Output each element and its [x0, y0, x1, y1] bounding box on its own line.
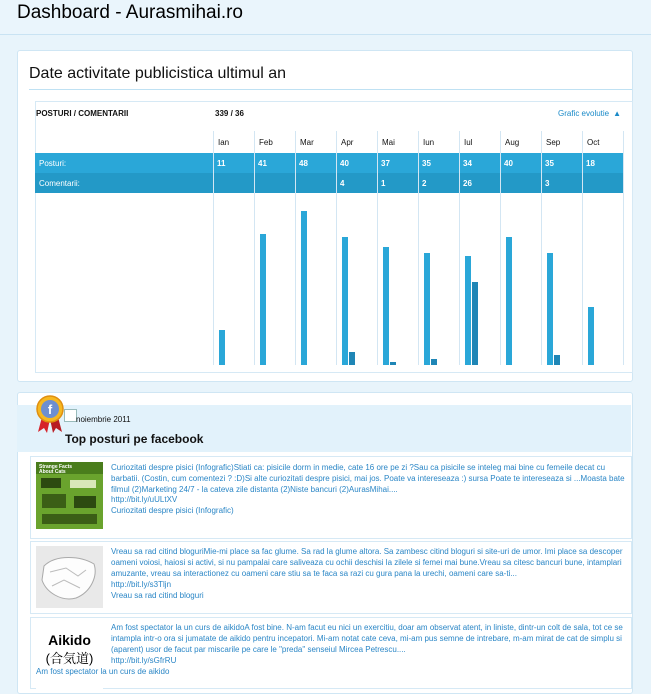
- posts-value-feb: 41: [258, 159, 267, 168]
- posts-value-oct: 18: [586, 159, 595, 168]
- comments-bar-sep: [554, 355, 560, 365]
- post-excerpt[interactable]: [111, 462, 627, 496]
- posts-bar-iul: [465, 256, 471, 365]
- top-posts-title: Top posturi pe facebook: [65, 432, 204, 446]
- posts-bar-ian: [219, 330, 225, 365]
- month-label-feb: Feb: [259, 138, 273, 147]
- post-item: [30, 541, 632, 614]
- aikido-thumb-sub: (合気道): [45, 651, 94, 666]
- posts-bar-aug: [506, 237, 512, 365]
- comments-value-apr: 4: [340, 179, 345, 188]
- posts-value-mar: 48: [299, 159, 308, 168]
- aikido-thumb-title: Aikido: [48, 632, 91, 648]
- triangle-up-icon[interactable]: ▲: [613, 109, 622, 118]
- row-posts-label: Posturi:: [39, 159, 67, 168]
- posts-bar-oct: [588, 307, 594, 365]
- chart-total: 339 / 36: [215, 109, 244, 118]
- post-excerpt-link[interactable]: Am fost spectator la un curs de aikidoA fost bine. N-am facut eu nici un exercitiu, doar am observat atent, in liniste, dintr-un colt de sala, tot ce se intampla intr-o ora si jumatate de aikido pentru incepatori. Mi-am notat cate ceva, mi-am pus semne de intrebare, m-am mirat de cat de simplu si (aparent) usor de facut par miscarile pe care le "preda" senseiul Mircea Petrescu....: [111, 623, 623, 655]
- comments-value-mai: 1: [381, 179, 386, 188]
- comments-value-sep: 3: [545, 179, 550, 188]
- post-short-link[interactable]: http://bit.ly/s3Tljn: [111, 580, 172, 589]
- posts-value-apr: 40: [340, 159, 349, 168]
- post-excerpt[interactable]: [111, 546, 627, 580]
- comments-bar-mai: [390, 362, 396, 365]
- crumpled-paper-thumbnail: [36, 546, 103, 608]
- posts-bar-mai: [383, 247, 389, 365]
- posts-bar-sep: [547, 253, 553, 365]
- divider: [29, 89, 632, 90]
- post-title[interactable]: Curiozitati despre pisici (Infografic): [111, 506, 234, 515]
- posts-value-iun: 35: [422, 159, 431, 168]
- month-label-apr: Apr: [341, 138, 354, 147]
- post-title[interactable]: Am fost spectator la un curs de aikido: [36, 667, 170, 676]
- chart-column-divider: [213, 131, 214, 365]
- comments-bar-apr: [349, 352, 355, 365]
- activity-title: Date activitate publicistica ultimul an: [29, 65, 287, 82]
- activity-panel: [17, 50, 633, 382]
- posts-value-mai: 37: [381, 159, 390, 168]
- month-label-aug: Aug: [505, 138, 520, 147]
- posts-value-ian: 11: [217, 159, 226, 168]
- chart-column-divider: [582, 131, 583, 365]
- month-label-sep: Sep: [546, 138, 561, 147]
- chart-toggle-link[interactable]: [558, 109, 621, 118]
- page-title: Dashboard - Aurasmihai.ro: [17, 2, 243, 23]
- chart-column-divider: [500, 131, 501, 365]
- month-label-mai: Mai: [382, 138, 395, 147]
- posts-value-sep: 35: [545, 159, 554, 168]
- svg-text:f: f: [47, 402, 53, 417]
- month-label-iun: Iun: [423, 138, 435, 147]
- posts-bar-apr: [342, 237, 348, 365]
- comments-value-iul: 26: [463, 179, 472, 188]
- comments-bar-iul: [472, 282, 478, 365]
- chart-toggle-label[interactable]: Grafic evolutie: [558, 109, 610, 118]
- month-label-mar: Mar: [300, 138, 314, 147]
- svg-text:About Cats: About Cats: [39, 469, 66, 475]
- posts-value-iul: 34: [463, 159, 472, 168]
- month-label-oct: Oct: [587, 138, 600, 147]
- post-excerpt-link[interactable]: Curiozitati despre pisici (Infografic)Stiati ca: pisicile dorm in medie, cate 16 ore pe zi ?Sau ca pisicile se inteleg mai bine cu femeile decat cu barbatii. (Costin, cum comentezi ? :D)Si alte curiozitati despre pisici, mai jos. Poate va intereseaza :) sursa Poate te intereseaza si ...Moasta bate filmul (2)Marketing 24/7 - la cateva zile distanta (2)Niste bancuri (2)AurasMihai....: [111, 463, 625, 495]
- header-bar: [0, 0, 651, 35]
- chart-column-divider: [254, 131, 255, 365]
- posts-bar-feb: [260, 234, 266, 365]
- comments-bar-iun: [431, 359, 437, 365]
- cats-infographic-thumbnail: [36, 462, 103, 529]
- svg-text:Strange Facts: Strange Facts: [39, 464, 73, 470]
- posts-bar-mar: [301, 211, 307, 365]
- chart-column-divider: [336, 131, 337, 365]
- row-posts: [35, 153, 624, 173]
- chart-column-divider: [377, 131, 378, 365]
- post-short-link[interactable]: http://bit.ly/sGfrRU: [111, 656, 177, 665]
- facebook-badge-icon: [33, 395, 67, 433]
- post-item: [30, 456, 632, 539]
- comments-value-iun: 2: [422, 179, 427, 188]
- chart-frame: [35, 101, 633, 373]
- post-item: [30, 617, 632, 689]
- post-excerpt[interactable]: [111, 622, 627, 656]
- post-short-link[interactable]: http://bit.ly/uULtXV: [111, 495, 178, 504]
- month-label: noiembrie 2011: [76, 415, 131, 424]
- posts-bar-iun: [424, 253, 430, 365]
- month-label-iul: Iul: [464, 138, 473, 147]
- chart-column-divider: [459, 131, 460, 365]
- post-excerpt-link[interactable]: Vreau sa rad citind bloguriMie-mi place sa fac glume. Sa rad la glume altora. Sa zambesc citind bloguri si site-uri de umor. Imi place sa descoper oameni voiosi, haiosi si activi, si nu pampalai care saliveaza cu ochii deschisi la zilele si femei mai bune.Vreau sa citesc bancuri bune, intamplari amuzante, vreau sa interactionez cu oameni care stiu sa te faca sa razi cu gura pana la urechi, oameni care sa-ti...: [111, 547, 623, 579]
- row-comments: [35, 173, 624, 193]
- month-label-ian: Ian: [218, 138, 230, 147]
- chart-column-divider: [541, 131, 542, 365]
- posts-value-aug: 40: [504, 159, 513, 168]
- post-title[interactable]: Vreau sa rad citind bloguri: [111, 591, 204, 600]
- aikido-thumbnail: [36, 622, 103, 689]
- chart-column-divider: [623, 131, 624, 365]
- chart-column-divider: [295, 131, 296, 365]
- chart-header-label: POSTURI / COMENTARII: [36, 109, 129, 118]
- row-comments-label: Comentarii:: [39, 179, 80, 188]
- chart-column-divider: [418, 131, 419, 365]
